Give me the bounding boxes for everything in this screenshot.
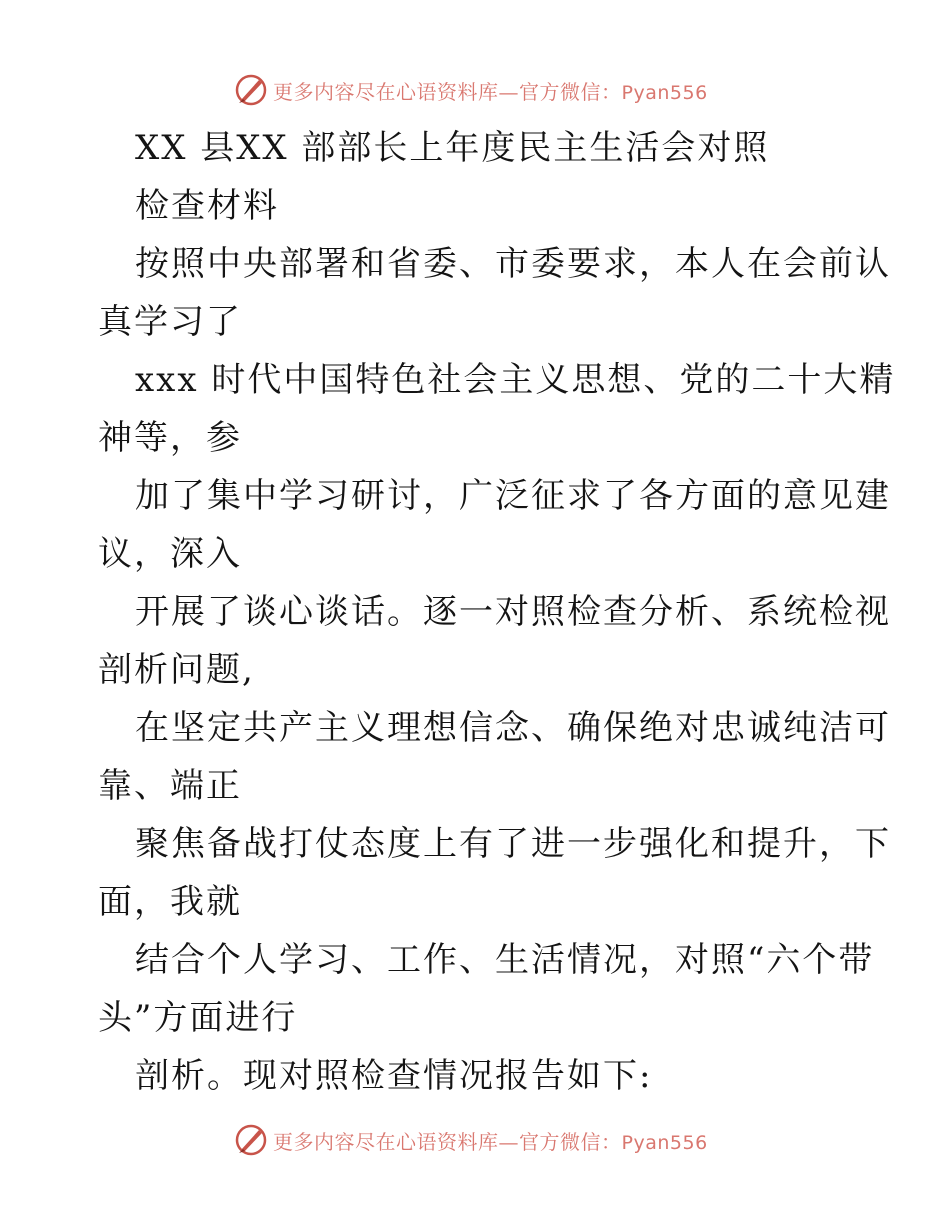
doc-line: 议，深入 — [98, 534, 242, 574]
wechat-id: Pyan556 — [621, 1131, 708, 1154]
doc-line: xxx 时代中国特色社会主义思想、党的二十大精 — [135, 360, 896, 400]
pen-quill-logo-icon — [233, 72, 269, 108]
header-banner — [0, 70, 950, 110]
doc-line: 加了集中学习研讨，广泛征求了各方面的意见建 — [135, 476, 891, 516]
doc-line: 聚焦备战打仗态度上有了进一步强化和提升，下 — [135, 824, 891, 864]
doc-line: 检查材料 — [135, 186, 279, 226]
footer-banner — [0, 1120, 950, 1160]
wechat-id: Pyan556 — [621, 81, 708, 104]
doc-line: 头”方面进行 — [98, 998, 298, 1038]
doc-line: 在坚定共产主义理想信念、确保绝对忠诚纯洁可 — [135, 708, 891, 748]
doc-line: 面，我就 — [98, 882, 242, 922]
doc-line: 按照中央部署和省委、市委要求，本人在会前认 — [135, 244, 891, 284]
banner-text: 更多内容尽在心语资料库—官方微信：Pyan556 — [273, 1129, 708, 1154]
doc-line: 真学习了 — [98, 302, 242, 342]
doc-line: 剖析。现对照检查情况报告如下: — [135, 1056, 653, 1096]
doc-line: 靠、端正 — [98, 766, 242, 806]
doc-line: 神等，参 — [98, 418, 242, 458]
banner-text: 更多内容尽在心语资料库—官方微信：Pyan556 — [273, 79, 708, 104]
doc-line: 剖析问题, — [98, 650, 255, 690]
doc-line: 结合个人学习、工作、生活情况，对照“六个带 — [135, 940, 875, 980]
doc-line: XX 县XX 部部长上年度民主生活会对照 — [135, 128, 770, 168]
doc-line: 开展了谈心谈话。逐一对照检查分析、系统检视 — [135, 592, 891, 632]
pen-quill-logo-icon — [233, 1122, 269, 1158]
